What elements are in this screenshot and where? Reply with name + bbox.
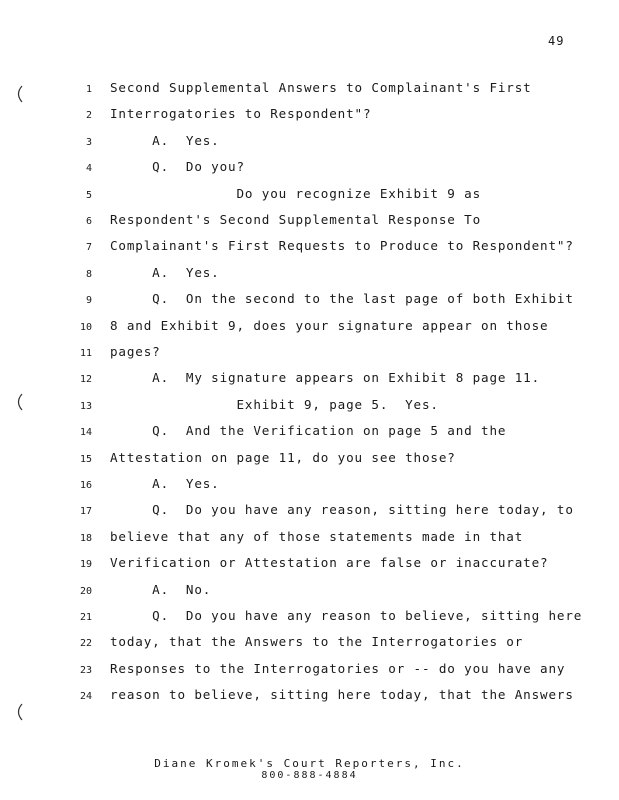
line-number: 12 (79, 374, 92, 386)
line-text: Exhibit 9, page 5. Yes. (110, 396, 439, 412)
line-text: Verification or Attestation are false or inaccurate? (110, 555, 549, 571)
line-text: reason to believe, sitting here today, that the Answers (110, 687, 574, 703)
line-text: today, that the Answers to the Interrogatories or (110, 634, 524, 650)
line-text: 8 and Exhibit 9, does your signature appear on those (110, 317, 549, 333)
line-text: A. My signature appears on Exhibit 8 page 11. (110, 370, 541, 386)
line-number: 15 (79, 453, 92, 465)
line-number: 2 (85, 110, 92, 122)
line-text: believe that any of those statements made in that (110, 528, 524, 544)
line-text: Second Supplemental Answers to Complainant's First (110, 80, 532, 95)
line-number: 24 (79, 691, 92, 703)
transcript-line (0, 555, 619, 575)
transcript-line (0, 450, 619, 470)
line-text: Q. On the second to the last page of both Exhibit (110, 291, 574, 307)
transcript-line (0, 370, 619, 390)
line-text: Q. Do you have any reason, sitting here today, to (110, 502, 574, 518)
line-number: 18 (79, 532, 92, 544)
line-number: 20 (79, 585, 92, 597)
transcript-line (0, 608, 619, 628)
line-text: Do you recognize Exhibit 9 as (110, 185, 482, 201)
line-text: A. No. (110, 581, 212, 597)
transcript-line (0, 186, 619, 206)
line-text: Responses to the Interrogatories or -- do you have any (110, 660, 566, 676)
line-text: Q. Do you? (110, 159, 245, 175)
transcript-line (0, 291, 619, 311)
transcript-line (0, 582, 619, 602)
line-text: A. Yes. (110, 264, 220, 280)
transcript-line (0, 344, 619, 364)
line-number: 19 (79, 559, 92, 571)
line-number: 6 (85, 216, 92, 227)
line-number: 5 (85, 189, 92, 201)
line-number: 9 (85, 295, 92, 307)
transcript-line (0, 397, 619, 417)
transcript-line (0, 687, 619, 707)
transcript-line (0, 502, 619, 522)
line-number: 1 (85, 84, 92, 95)
line-text: Respondent's Second Supplemental Response To (110, 212, 482, 227)
line-text: Q. And the Verification on page 5 and the (110, 423, 507, 439)
line-text: A. Yes. (110, 132, 220, 148)
page-number: 49 (548, 34, 565, 48)
line-number: 3 (85, 136, 92, 148)
footer-company: Diane Kromek's Court Reporters, Inc. (154, 757, 465, 770)
line-text: Q. Do you have any reason to believe, sitting here (110, 608, 583, 623)
footer-phone: 800-888-4884 (261, 770, 358, 781)
transcript-line (0, 133, 619, 153)
line-text: Complainant's First Requests to Produce to Respondent"? (110, 238, 574, 254)
line-number: 17 (79, 506, 92, 518)
transcript-line (0, 159, 619, 179)
transcript-line (0, 476, 619, 496)
transcript-line (0, 318, 619, 338)
transcript-line (0, 106, 619, 126)
line-number: 8 (85, 268, 92, 280)
line-number: 13 (79, 400, 92, 412)
transcript-line (0, 634, 619, 654)
line-number: 23 (79, 664, 92, 676)
line-number: 14 (79, 427, 92, 439)
transcript-line (0, 529, 619, 549)
line-number: 22 (79, 638, 92, 650)
transcript-line (0, 212, 619, 232)
line-text: Interrogatories to Respondent"? (110, 106, 372, 122)
transcript-line (0, 265, 619, 285)
line-number: 10 (79, 321, 92, 333)
line-number: 16 (79, 480, 92, 491)
line-number: 4 (85, 163, 92, 175)
transcript-line (0, 423, 619, 443)
line-number: 21 (79, 612, 92, 623)
line-number: 11 (79, 348, 92, 359)
transcript-line (0, 661, 619, 681)
transcript-line (0, 238, 619, 258)
line-number: 7 (85, 242, 92, 254)
line-text: Attestation on page 11, do you see those? (110, 449, 456, 465)
transcript-line (0, 80, 619, 100)
line-text: pages? (110, 344, 161, 359)
line-text: A. Yes. (110, 476, 220, 491)
